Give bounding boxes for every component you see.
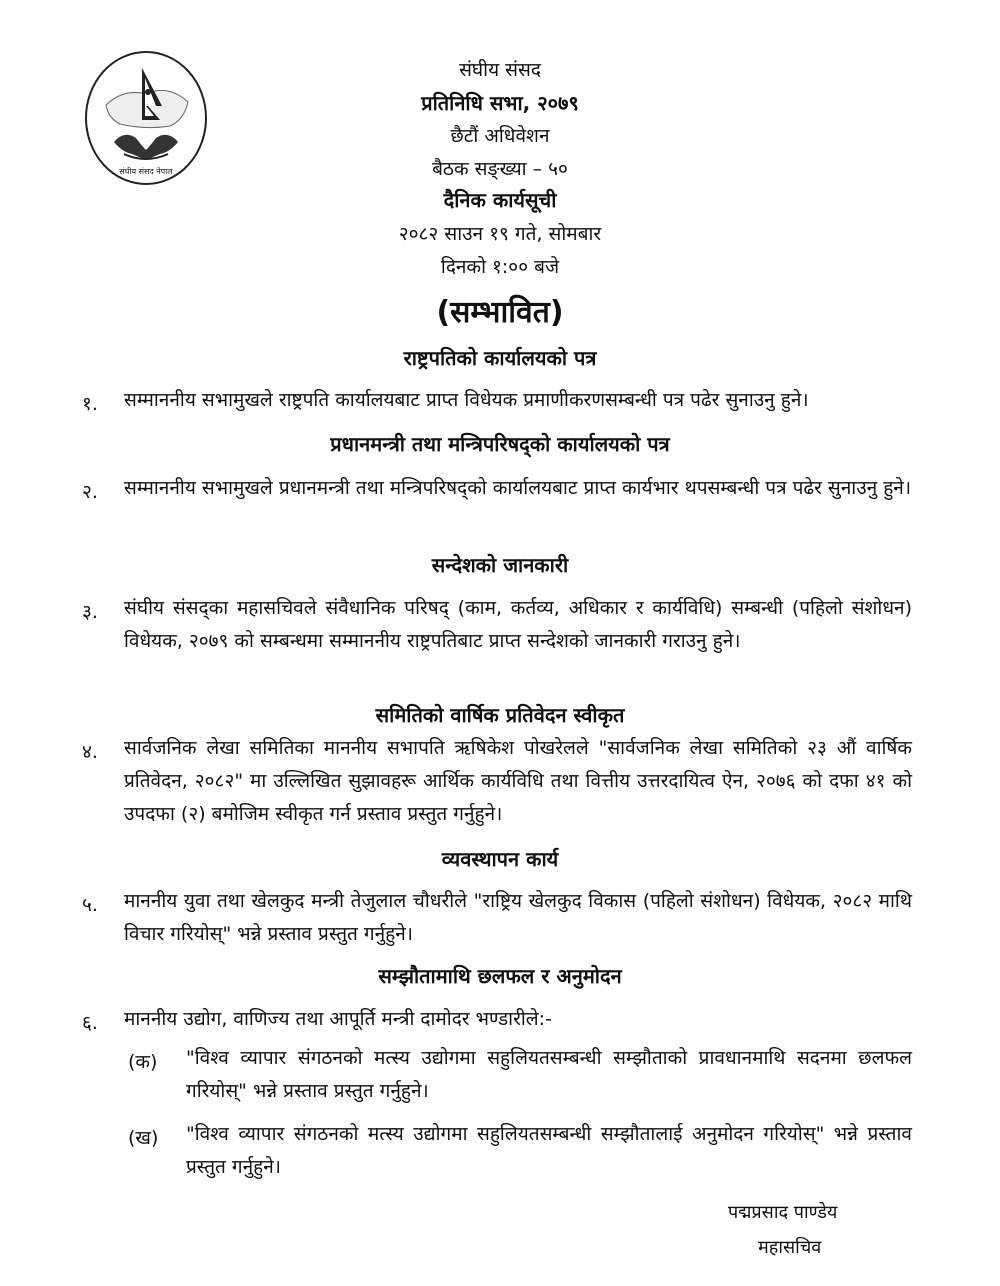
emblem-caption: संघीय संसद नेपाल — [119, 167, 173, 176]
item-number-5: ५. — [82, 894, 98, 916]
section-heading-3: सन्देशको जानकारी — [431, 553, 569, 577]
parliament-name: संघीय संसद — [459, 59, 541, 81]
item-number-1: १. — [82, 393, 98, 415]
section-heading-4: समितिको वार्षिक प्रतिवेदन स्वीकृत — [375, 703, 625, 727]
agenda-title: दैनिक कार्यसूची — [443, 188, 557, 212]
item-text-3: संघीय संसद्का महासचिवले संवैधानिक परिषद् (काम, कर्तव्य, अधिकार र कार्यविधि) सम्बन्धी (पहिलो संशोधन) विधेयक, २०७९ को सम्बन्धमा सम्माननीय राष्ट्रपतिबाट प्राप्त सन्देशको जानकारी गराउनु हुने। — [124, 597, 912, 652]
section-heading-2: प्रधानमन्त्री तथा मन्त्रिपरिषद्को कार्यालयको पत्र — [330, 432, 670, 456]
agenda-date: २०८२ साउन १९ गते, सोमबार — [398, 223, 602, 245]
signatory-name: पद्मप्रसाद पाण्डेय — [728, 1202, 838, 1223]
agenda-status: (सम्भावित) — [436, 295, 564, 330]
house-name: प्रतिनिधि सभा, २०७९ — [421, 91, 579, 115]
item-text-6: माननीय उद्योग, वाणिज्य तथा आपूर्ति मन्त्री दामोदर भण्डारीले:- — [124, 1008, 552, 1030]
item-number-3: ३. — [82, 601, 98, 623]
session-name: छैटौं अधिवेशन — [450, 125, 550, 147]
parliament-emblem — [84, 50, 208, 186]
section-heading-6: सम्झौतामाथि छलफल र अनुमोदन — [378, 964, 622, 988]
subitem-text-kha: "विश्व व्यापार संगठनको मत्स्य उद्योगमा सहुलियतसम्बन्धी सम्झौतालाई अनुमोदन गरियोस्" भन्ने प्रस्ताव प्रस्तुत गर्नुहुने। — [186, 1123, 912, 1178]
section-heading-1: राष्ट्रपतिको कार्यालयको पत्र — [403, 346, 597, 370]
meeting-number: बैठक सङ्ख्या – ५० — [432, 158, 568, 180]
item-number-6: ६. — [82, 1012, 98, 1034]
section-heading-5: व्यवस्थापन कार्य — [441, 847, 559, 871]
item-text-5: माननीय युवा तथा खेलकुद मन्त्री तेजुलाल चौधरीले "राष्ट्रिय खेलकुद विकास (पहिलो संशोधन) विधेयक, २०८२ माथि विचार गरियोस्" भन्ने प्रस्ताव प्रस्तुत गर्नुहुने। — [124, 890, 912, 945]
item-text-1: सम्माननीय सभामुखले राष्ट्रपति कार्यालयबाट प्राप्त विधेयक प्रमाणीकरणसम्बन्धी पत्र पढेर सुनाउनु हुने। — [124, 389, 809, 411]
emblem-icon — [84, 50, 208, 186]
signatory-title: महासचिव — [758, 1237, 822, 1258]
item-number-2: २. — [82, 481, 98, 503]
item-text-4: सार्वजनिक लेखा समितिका माननीय सभापति ऋषिकेश पोखरेलले "सार्वजनिक लेखा समितिको २३ औं वार्षिक प्रतिवेदन, २०८२" मा उल्लिखित सुझावहरू आर्थिक कार्यविधि तथा वित्तीय उत्तरदायित्व ऐन, २०७६ को दफा ४१ को उपदफा (२) बमोजिम स्वीकृत गर्न प्रस्ताव प्रस्तुत गर्नुहुने। — [124, 737, 912, 825]
item-number-4: ४. — [82, 741, 98, 763]
item-text-2: सम्माननीय सभामुखले प्रधानमन्त्री तथा मन्त्रिपरिषद्को कार्यालयबाट प्राप्त कार्यभार थपसम्बन्धी पत्र पढेर सुनाउनु हुने। — [124, 477, 912, 499]
subitem-label-kha: (ख) — [128, 1127, 159, 1149]
subitem-text-ka: "विश्व व्यापार संगठनको मत्स्य उद्योगमा सहुलियतसम्बन्धी सम्झौताको प्रावधानमाथि सदनमा छलफल गरियोस्" भन्ने प्रस्ताव प्रस्तुत गर्नुहुने। — [186, 1047, 912, 1102]
subitem-label-ka: (क) — [128, 1051, 158, 1073]
agenda-time: दिनको १:०० बजे — [440, 256, 560, 278]
